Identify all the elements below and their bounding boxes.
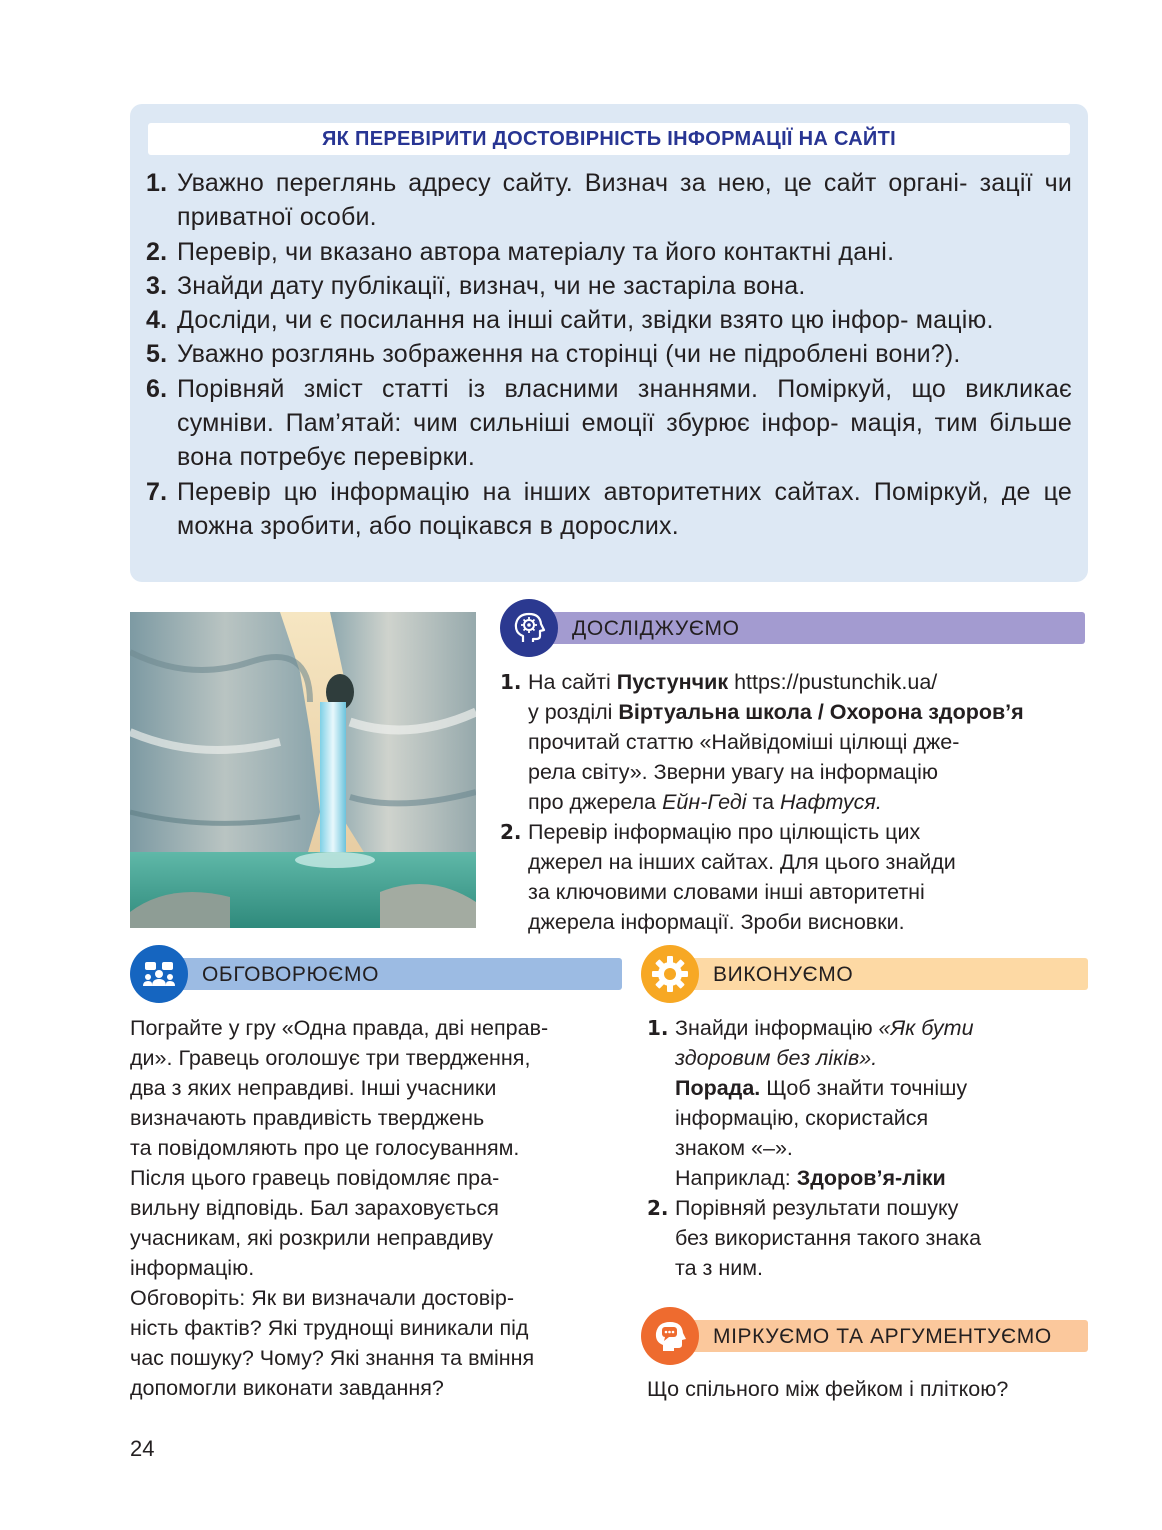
step-item: 7. Перевір цю інформацію на інших авторитетних сайтах. Поміркуй, де це можна зробити, або поцікався в дорослих. xyxy=(146,477,1072,540)
page-number: 24 xyxy=(130,1436,155,1461)
do-header-label: ВИКОНУЄМО xyxy=(713,963,854,986)
step-item: 1. Уважно переглянь адресу сайту. Визнач за нею, це сайт органі- зації чи приватної особи. xyxy=(146,169,1072,232)
explore-header xyxy=(500,612,1085,644)
discuss-header xyxy=(130,958,622,990)
do-list xyxy=(647,1013,1087,1283)
head-gear-icon xyxy=(500,599,558,657)
do-header xyxy=(641,958,1088,990)
verification-steps xyxy=(146,166,1072,543)
info-box xyxy=(130,104,1088,582)
explore-header-label: ДОСЛІДЖУЄМО xyxy=(572,617,740,640)
reason-header xyxy=(641,1320,1088,1352)
do-item-1: 1. Знайди інформацію «Як бути здоровим без ліків». Порада. Щоб знайти точнішу інформацію, скористайся знаком «–». Наприклад: Здоров’я-ліки xyxy=(647,1016,974,1190)
waterfall-canyon-illustration xyxy=(130,612,476,928)
waterfall-photo xyxy=(130,612,476,928)
reason-header-label: МІРКУЄМО ТА АРГУМЕНТУЄМО xyxy=(713,1325,1052,1348)
step-item: 4. Досліди, чи є посилання на інші сайти, звідки взято цю інфор- мацію. xyxy=(146,306,994,335)
do-item-2: 2. Порівняй результати пошуку без використання такого знака та з ним. xyxy=(647,1196,982,1280)
discuss-text: Пограйте у гру «Одна правда, дві неправ- ди». Гравець оголошує три твердження, два з яких неправдиві. Інші учасники визначають правдивість тверджень та повідомляють про це голосуванням. Після цього гравець повідомляє пра- вильну відповідь. Бал зараховується учасникам, які розкрили неправдиву інформацію. Обговоріть: Як ви визначали достовір- ність фактів? Які труднощі виникали під час пошуку? Чому? Які знання та вміння допомогли виконати завдання? xyxy=(130,1016,549,1400)
explore-item-1: 1. На сайті Пустунчик https://pustunchik.ua/ у розділі Віртуальна школа / Охорона здоров’я прочитай статтю «Найвідоміші цілющі дже- рела світу». Зверни увагу на інформацію про джерела Ейн-Геді та Нафтуся. xyxy=(500,670,1024,814)
step-item: 5. Уважно розглянь зображення на сторінці (чи не підроблені вони?). xyxy=(146,340,961,369)
info-box-title: ЯК ПЕРЕВІРИТИ ДОСТОВІРНІСТЬ ІНФОРМАЦІЇ НА САЙТІ xyxy=(148,123,1070,155)
step-item: 2. Перевір, чи вказано автора матеріалу та його контактні дані. xyxy=(146,237,895,266)
reason-question: Що спільного між фейком і пліткою? xyxy=(647,1377,1009,1401)
step-item: 3. Знайди дату публікації, визнач, чи не застаріла вона. xyxy=(146,271,806,300)
explore-list xyxy=(500,667,1090,937)
head-speech-bubble-icon xyxy=(641,1307,699,1365)
group-people-icon xyxy=(130,945,188,1003)
discuss-header-label: ОБГОВОРЮЄМО xyxy=(202,963,380,986)
gear-icon xyxy=(641,945,699,1003)
explore-item-2: 2. Перевір інформацію про цілющість цих джерел на інших сайтах. Для цього знайди за ключовими словами інші авторитетні джерела інформації. Зроби висновки. xyxy=(500,820,956,934)
step-item: 6. Порівняй зміст статті із власними знаннями. Поміркуй, що викликає сумніви. Пам’ятай: чим сильніші емоції збурює інфор- мація, тим більше вона потребує перевірки. xyxy=(146,374,1072,472)
